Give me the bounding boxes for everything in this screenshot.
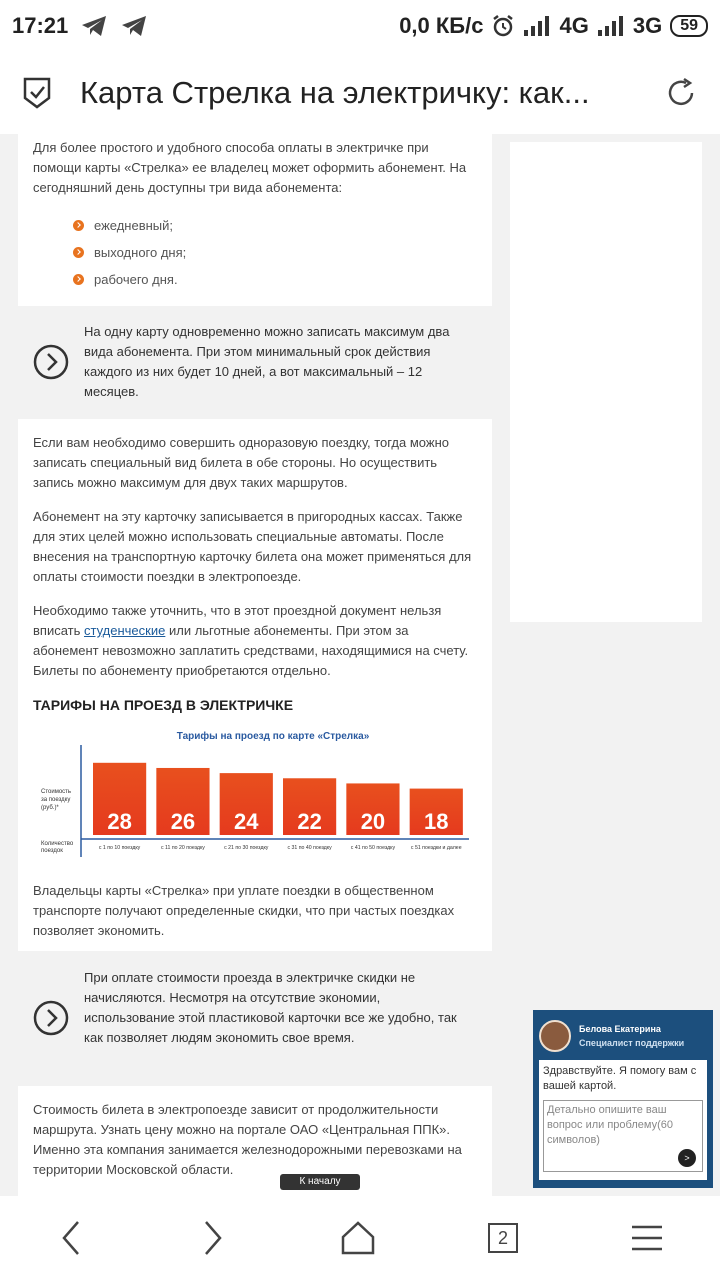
note-block (18, 322, 492, 402)
paragraph-text: или льготные абонементы. При этом за абонемент невозможно заплатить средствами, находящимися на счету. Билеты по абонементу приобретаются отдельно. (33, 623, 469, 678)
paragraph: Если вам необходимо совершить одноразовую поездку, тогда можно записать специальный вид билета в обе стороны. Но осуществить запись можно максимум для двух таких маршрутов. (33, 435, 449, 490)
paragraph: Абонемент на эту карточку записывается в пригородных кассах. Также для этих целей можно использовать специальные автоматы. После внесения на транспортную карточку билета она может применяться для оплаты стоимости поездки в электропоезде. (33, 509, 472, 584)
list-item (73, 266, 477, 293)
back-arrow-icon[interactable] (56, 1218, 86, 1258)
alarm-icon (491, 14, 515, 38)
bar-value-label: 22 (297, 809, 322, 834)
chat-header (539, 1016, 707, 1056)
forward-arrow-icon[interactable] (198, 1218, 228, 1258)
x-tick-label: с 31 по 40 поездку (287, 845, 332, 851)
browser-bottom-bar (0, 1196, 720, 1280)
chat-body (539, 1060, 707, 1180)
chat-message-input[interactable] (543, 1100, 703, 1172)
bar-value-label: 28 (107, 809, 132, 834)
paragraph: Для более простого и удобного способа оплаты в электричке при помощи карты «Стрелка» ее владелец может оформить абонемент. На сегодняшний день доступны три вида абонемента: (33, 140, 467, 195)
paragraph (33, 601, 477, 681)
page-title[interactable]: Карта Стрелка на электричку: как... (80, 75, 590, 110)
note-text: При оплате стоимости проезда в электричке скидки не начисляются. Несмотря на отсутствие экономии, использование этой пластиковой карточки все же удобно, так как позволяет людям экономить свое время. (84, 970, 457, 1045)
paragraph: Стоимость билета в электропоезде зависит от продолжительности маршрута. Узнать цену можно на портале ОАО «Центральная ППК». Именно эта компания занимается железнодорожными перевозками на территории Московской области. (33, 1102, 462, 1177)
x-tick-label: с 21 по 30 поездку (224, 845, 269, 851)
x-tick-label: с 51 поездки и далее (410, 845, 462, 851)
bullet-icon (73, 220, 84, 231)
content-card (18, 1086, 492, 1196)
status-time: 17:21 (12, 13, 69, 38)
bar-value-label: 24 (234, 809, 259, 834)
battery-indicator: 59 (670, 15, 708, 37)
content-card (18, 134, 492, 306)
x-tick-label: с 11 по 20 поездку (160, 845, 205, 851)
subscription-list (73, 212, 477, 293)
tabs-button[interactable]: 2 (488, 1223, 518, 1253)
tariff-chart-svg (33, 725, 477, 865)
x-axis-label: Количество поездок (41, 841, 74, 854)
status-bar (0, 0, 720, 52)
network-type-4g: 4G (559, 13, 589, 38)
chat-input-placeholder: Детально опишите ваш вопрос или проблему(60 символов) (547, 1104, 673, 1146)
list-item (73, 212, 477, 239)
list-item-label: ежедневный; (94, 217, 174, 233)
bar-value-label: 26 (170, 809, 196, 834)
note-text: На одну карту одновременно можно записать максимум два вида абонемента. При этом минимальный срок действия каждого из них будет 10 дней, а вот максимальный – 12 месяцев. (84, 324, 450, 399)
tariff-chart (33, 725, 477, 871)
paragraph: Владельцы карты «Стрелка» при уплате поездки в общественном транспорте получают определенные скидки, что при частых поездках позволяет экономить. (33, 883, 455, 938)
content-card (18, 419, 492, 951)
bullet-icon (73, 247, 84, 258)
arrow-circle-icon (33, 1000, 69, 1036)
list-item-label: рабочего дня. (94, 271, 178, 287)
agent-role: Специалист поддержки (579, 1038, 685, 1048)
agent-name: Белова Екатерина (579, 1024, 661, 1034)
chat-greeting: Здравствуйте. Я помогу вам с вашей картой. (543, 1065, 697, 1092)
network-speed: 0,0 КБ/с (399, 13, 484, 38)
back-to-top-button[interactable]: К началу (280, 1174, 360, 1190)
students-link[interactable]: студенческие (84, 623, 166, 638)
shield-check-icon[interactable] (22, 76, 52, 110)
list-item (73, 239, 477, 266)
note-block (18, 968, 492, 1048)
support-chat-widget[interactable] (533, 1010, 713, 1188)
arrow-circle-icon (33, 344, 69, 380)
reload-icon[interactable] (664, 76, 698, 110)
bullet-icon (73, 274, 84, 285)
signal-icon (597, 16, 625, 36)
bar-value-label: 20 (360, 809, 386, 834)
bar-value-label: 18 (424, 809, 449, 834)
y-axis-label: Стоимость за поездку (руб.)* (41, 789, 72, 811)
telegram-icon (120, 15, 148, 37)
avatar (539, 1020, 571, 1052)
telegram-icon (80, 15, 108, 37)
chat-send-button[interactable]: > (678, 1149, 696, 1167)
sidebar-ad-placeholder (510, 142, 702, 622)
home-icon[interactable] (340, 1220, 376, 1256)
paragraph-text: Необходимо также уточнить, что в этот проездной документ нельзя вписать (33, 603, 442, 638)
chart-title: Тарифы на проезд по карте «Стрелка» (176, 731, 370, 742)
menu-icon[interactable] (630, 1223, 664, 1253)
network-type-3g: 3G (632, 13, 663, 38)
section-heading: ТАРИФЫ НА ПРОЕЗД В ЭЛЕКТРИЧКЕ (33, 697, 294, 713)
browser-topbar (0, 52, 720, 134)
signal-icon (523, 16, 551, 36)
x-tick-label: с 41 по 50 поездку (350, 845, 396, 851)
x-tick-label: с 1 по 10 поездку (98, 845, 141, 851)
list-item-label: выходного дня; (94, 244, 187, 260)
